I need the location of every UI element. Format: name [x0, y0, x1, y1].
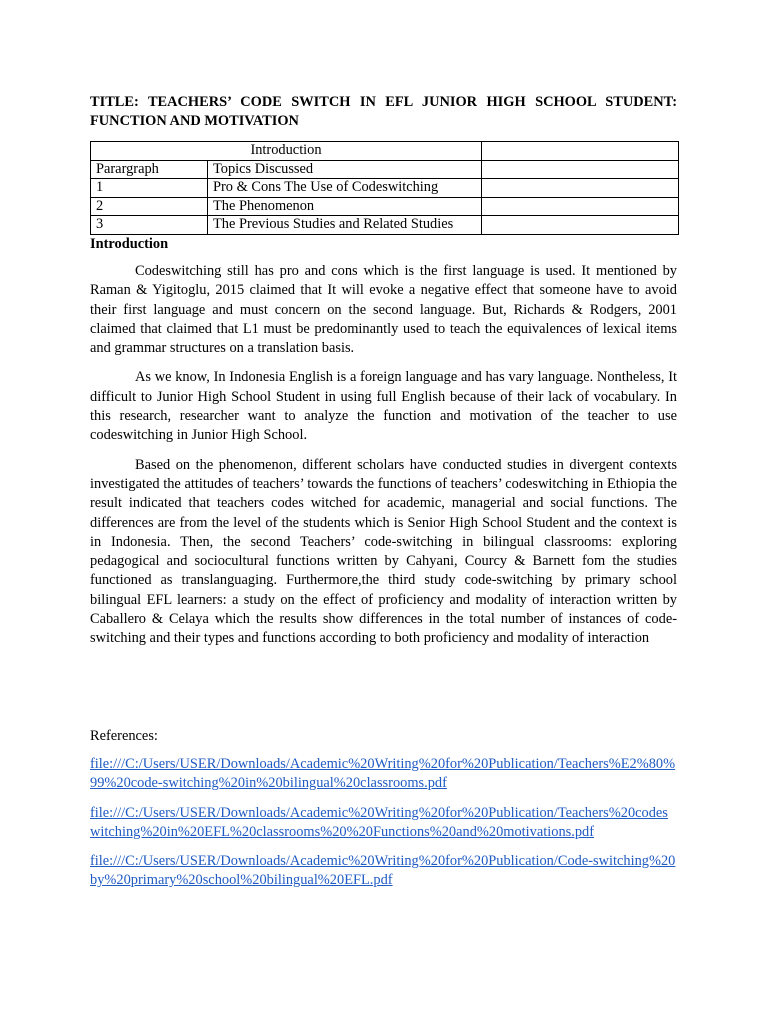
outline-row-topic: The Phenomenon: [208, 197, 482, 216]
outline-row-topic: The Previous Studies and Related Studies: [208, 216, 482, 235]
outline-header-topics: Topics Discussed: [208, 160, 482, 179]
reference-link-3[interactable]: file:///C:/Users/USER/Downloads/Academic%20Writing%20for%20Publication/Code-switching%20by%20primary%20school%20bilingual%20EFL.pdf: [90, 853, 676, 889]
outline-row-paragraph: 1: [91, 179, 208, 198]
document-page: [90, 93, 677, 901]
references-label: References:: [90, 727, 158, 744]
outline-header-paragraph: Parargraph: [91, 160, 208, 179]
outline-row-extra: [482, 179, 679, 198]
outline-header-row: [91, 160, 679, 179]
outline-caption: Introduction: [91, 142, 482, 161]
table-row: [91, 197, 679, 216]
outline-caption-blank: [482, 142, 679, 161]
outline-table: [90, 141, 679, 235]
introduction-paragraph-3: Based on the phenomenon, different scholars have conducted studies in divergent contexts investigated the attitudes of teachers’ towards the functions of teachers’ codeswitching in Ethiopia the result indicated that teachers codes witched for academic, managerial and social functions. The differences are from the level of the students which is Senior High School Student and the context is in Indonesia. Then, the second Teachers’ code-switching in bilingual classrooms: exploring pedagogical and sociocultural functions written by Cahyani, Courcy & Barnett fom the studies functioned as translanguaging. Furthermore,the third study code-switching by primary school bilingual EFL learners: a study on the effect of proficiency and modality of interaction written by Caballero & Celaya which the results show differences in the total number of instances of code-switching and their types and functions according to both proficiency and modality of interaction: [90, 456, 677, 647]
reference-link-1[interactable]: file:///C:/Users/USER/Downloads/Academic%20Writing%20for%20Publication/Teachers%E2%80%99%20code-switching%20in%20bilingual%20classrooms.pdf: [90, 755, 676, 792]
outline-row-extra: [482, 216, 679, 235]
introduction-paragraph-1: Codeswitching still has pro and cons which is the first language is used. It mentioned by Raman & Yigitoglu, 2015 claimed that It will evoke a negative effect that someone have to avoid their first language and must concern on the second language. But, Richards & Rodgers, 2001 claimed that claimed that L1 must be predominantly used to teach the equivalences of lexical items and grammar structures on a translation basis.: [90, 262, 677, 357]
introduction-paragraph-2: As we know, In Indonesia English is a foreign language and has vary language. Nontheless, It difficult to Junior High School Student in using full English because of their lack of vocabulary. In this research, researcher want to analyze the function and motivation of the teacher to use codeswitching in Junior High School.: [90, 369, 677, 444]
spacer: [90, 659, 677, 727]
outline-row-extra: [482, 197, 679, 216]
outline-row-topic: Pro & Cons The Use of Codeswitching: [208, 179, 482, 198]
reference-link-2[interactable]: file:///C:/Users/USER/Downloads/Academic%20Writing%20for%20Publication/Teachers%20codeswitching%20in%20EFL%20classrooms%20%20Functions%20and%20motivations.pdf: [90, 804, 668, 840]
introduction-heading: Introduction: [90, 235, 169, 252]
document-title: TITLE: TEACHERS’ CODE SWITCH IN EFL JUNIOR HIGH SCHOOL STUDENT: FUNCTION AND MOTIVATION: [90, 94, 677, 129]
outline-row-paragraph: 2: [91, 197, 208, 216]
outline-row-paragraph: 3: [91, 216, 208, 235]
table-row: [91, 179, 679, 198]
outline-header-extra: [482, 160, 679, 179]
outline-caption-row: [91, 142, 679, 161]
table-row: [91, 216, 679, 235]
